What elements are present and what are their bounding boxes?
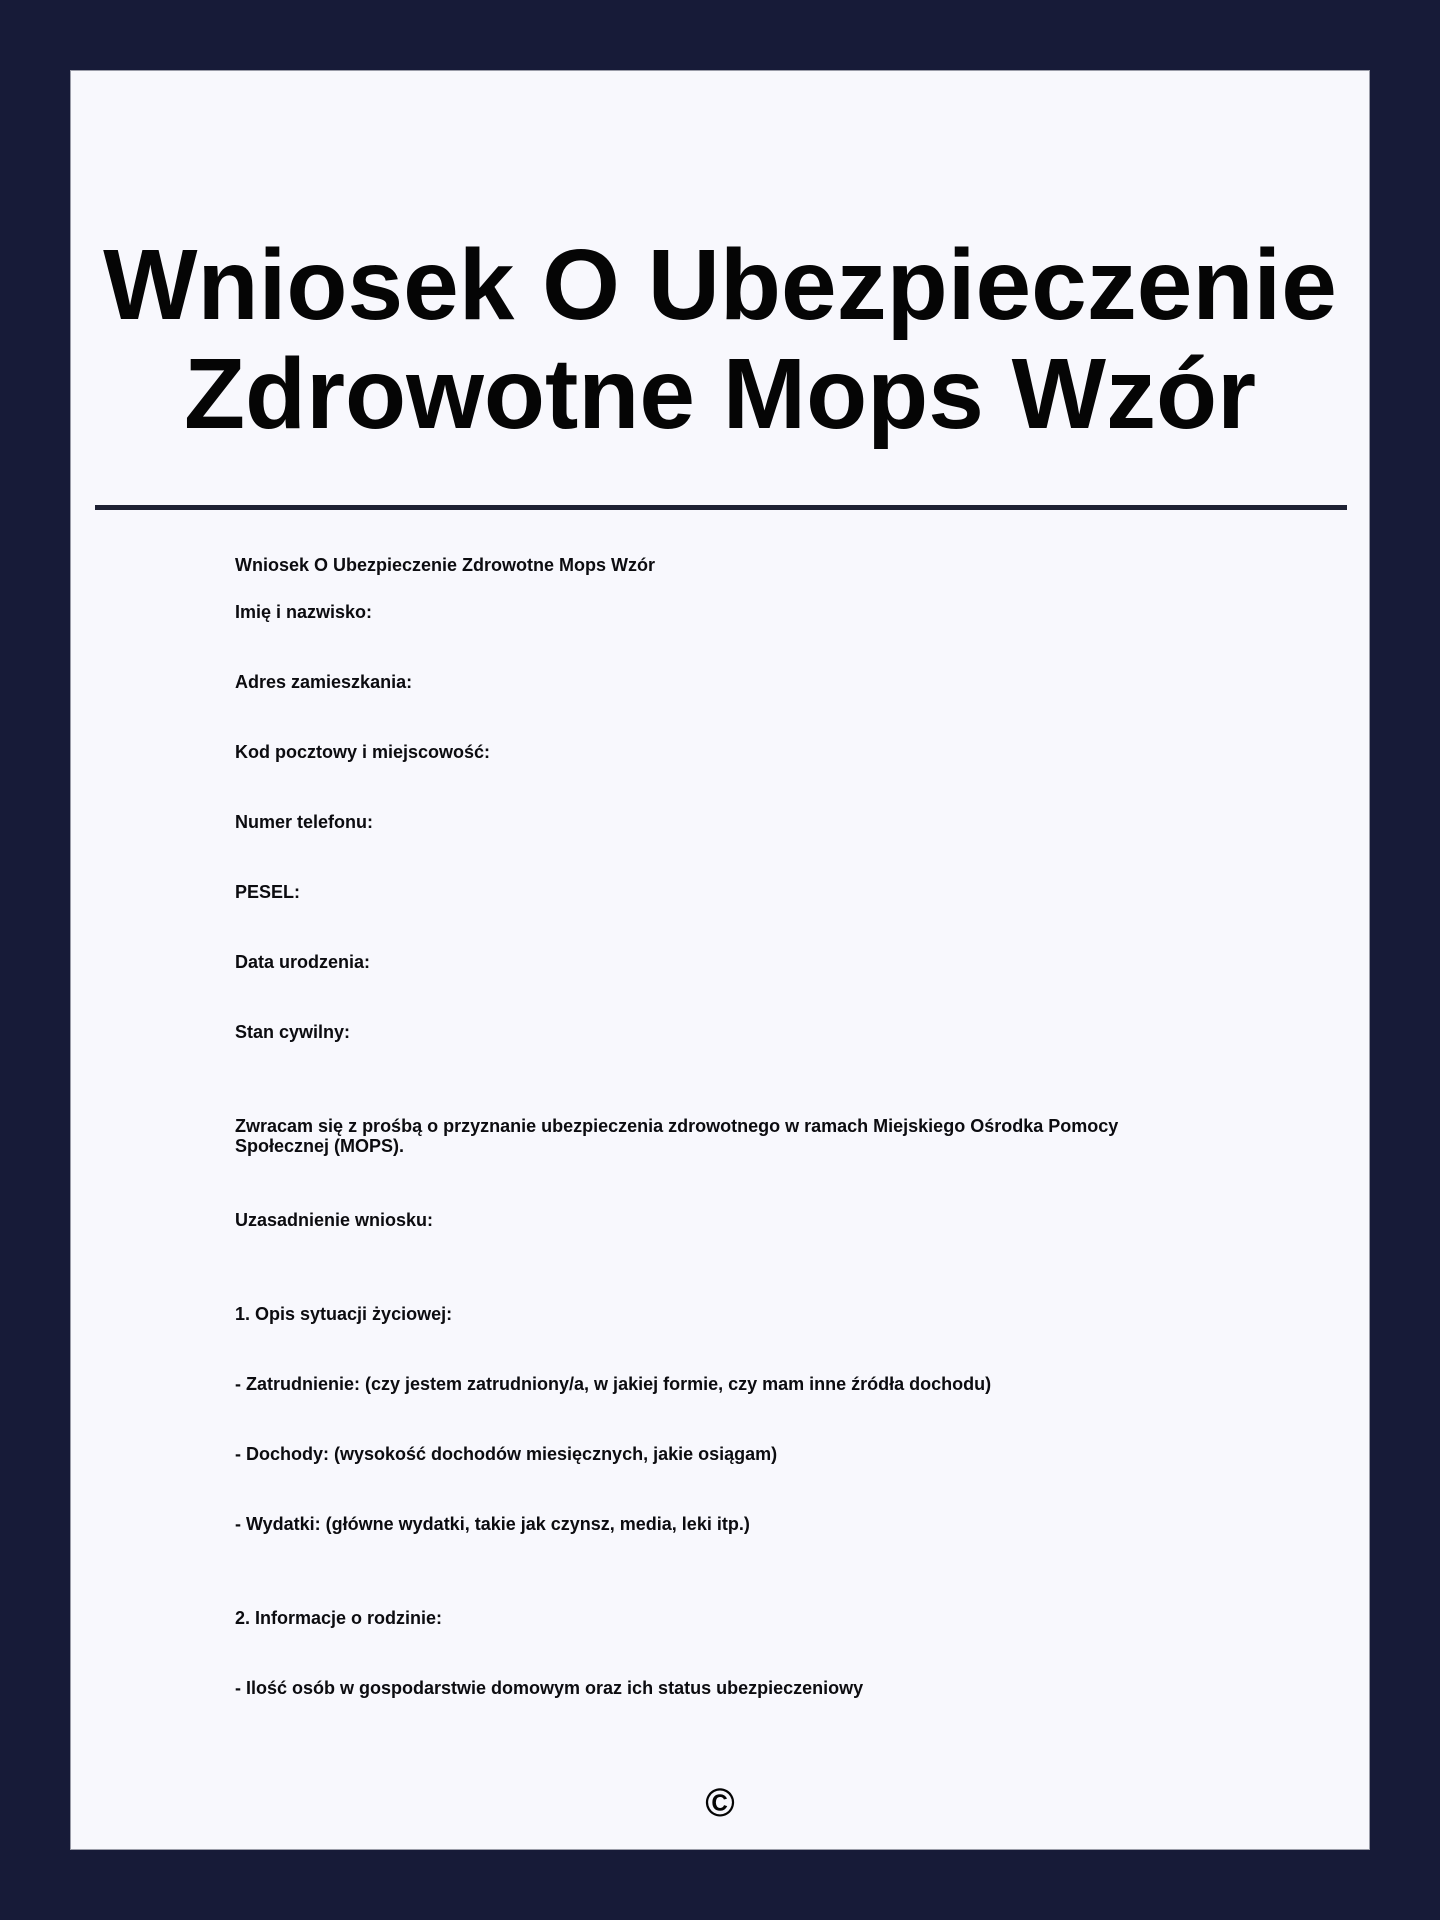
- section-1-item-income: - Dochody: (wysokość dochodów miesięcznych, jakie osiągam): [235, 1444, 778, 1464]
- field-label-marital-status: Stan cywilny:: [235, 1022, 351, 1042]
- document-page: [70, 70, 1370, 1850]
- document-title: [71, 231, 1369, 449]
- copyright-symbol: ©: [705, 1781, 735, 1825]
- section-1-item-employment: - Zatrudnienie: (czy jestem zatrudniony/a, w jakiej formie, czy mam inne źródła dochodu): [235, 1374, 992, 1394]
- title-divider: [95, 505, 1347, 510]
- request-paragraph: Zwracam się z prośbą o przyznanie ubezpieczenia zdrowotnego w ramach Miejskiego Ośrodka Pomocy Społecznej (MOPS).: [235, 1116, 1119, 1156]
- document-title-line-1: Wniosek O Ubezpieczenie: [103, 229, 1337, 341]
- section-1-item-expenses: - Wydatki: (główne wydatki, takie jak czynsz, media, leki itp.): [235, 1514, 750, 1534]
- section-2-heading: 2. Informacje o rodzinie:: [235, 1608, 443, 1628]
- section-2-item-household: - Ilość osób w gospodarstwie domowym oraz ich status ubezpieczeniowy: [235, 1678, 864, 1698]
- field-label-address: Adres zamieszkania:: [235, 672, 413, 692]
- field-label-birth-date: Data urodzenia:: [235, 952, 371, 972]
- field-label-name: Imię i nazwisko:: [235, 602, 373, 622]
- document-title-line-2: Zdrowotne Mops Wzór: [183, 338, 1257, 450]
- section-1-heading: 1. Opis sytuacji życiowej:: [235, 1304, 453, 1324]
- field-label-postal-code: Kod pocztowy i miejscowość:: [235, 742, 491, 762]
- field-label-pesel: PESEL:: [235, 882, 301, 902]
- justification-label: Uzasadnienie wniosku:: [235, 1210, 434, 1230]
- field-label-phone: Numer telefonu:: [235, 812, 374, 832]
- document-subheading: Wniosek O Ubezpieczenie Zdrowotne Mops Wzór: [235, 555, 656, 575]
